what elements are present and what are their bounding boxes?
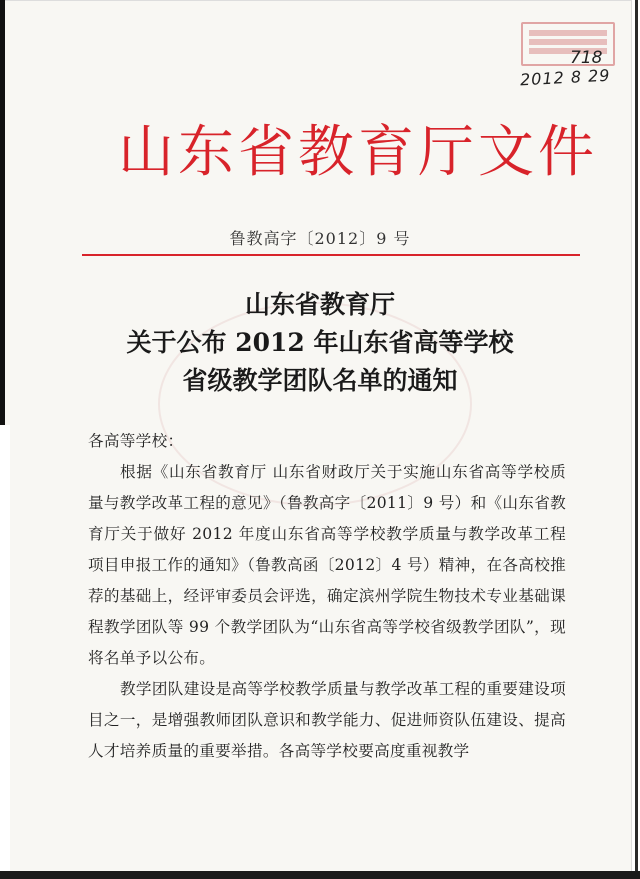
body-paragraph: 根据《山东省教育厅 山东省财政厅关于实施山东省高等学校质量与教学改革工程的意见》（鲁教高字〔2011〕9 号）和《山东省教育厅关于做好 2012 年度山东省高等学校教学质量与教学改革工程项目申报工作的通知》（鲁教高函〔2012〕4 号）精神，在各高校推荐的基础上，经评审委员会评选，确定滨州学院生物技术专业基础课程教学团队等 99 个教学团队为“山东省高等学校省级教学团队”，现将名单予以公布。: [88, 463, 566, 667]
received-number-note: 718: [570, 48, 603, 68]
body-paragraph: 教学团队建设是高等学校教学质量与教学改革工程的重要建设项目之一，是增强教师团队意识和教学能力、促进师资队伍建设、提高人才培养质量的重要举措。各高等学校要高度重视教学: [88, 680, 566, 760]
notice-title-line: 山东省教育厅: [244, 290, 395, 319]
notice-title: [0, 286, 640, 400]
notice-title-line: 关于公布 2012 年山东省高等学校: [126, 328, 514, 357]
scan-edge-right: [635, 0, 638, 879]
notice-title-line: 省级教学团队名单的通知: [182, 366, 458, 395]
scan-step-margin: [0, 425, 10, 879]
salutation: 各高等学校：: [88, 432, 184, 450]
red-divider: [82, 254, 580, 256]
received-date-note: 2012 8 29: [519, 65, 611, 90]
scan-edge-bottom: [0, 871, 640, 879]
document-header-title: 山东省教育厅文件: [118, 120, 598, 185]
document-number: 鲁教高字〔2012〕9 号: [229, 229, 411, 248]
notice-body: [88, 426, 566, 767]
